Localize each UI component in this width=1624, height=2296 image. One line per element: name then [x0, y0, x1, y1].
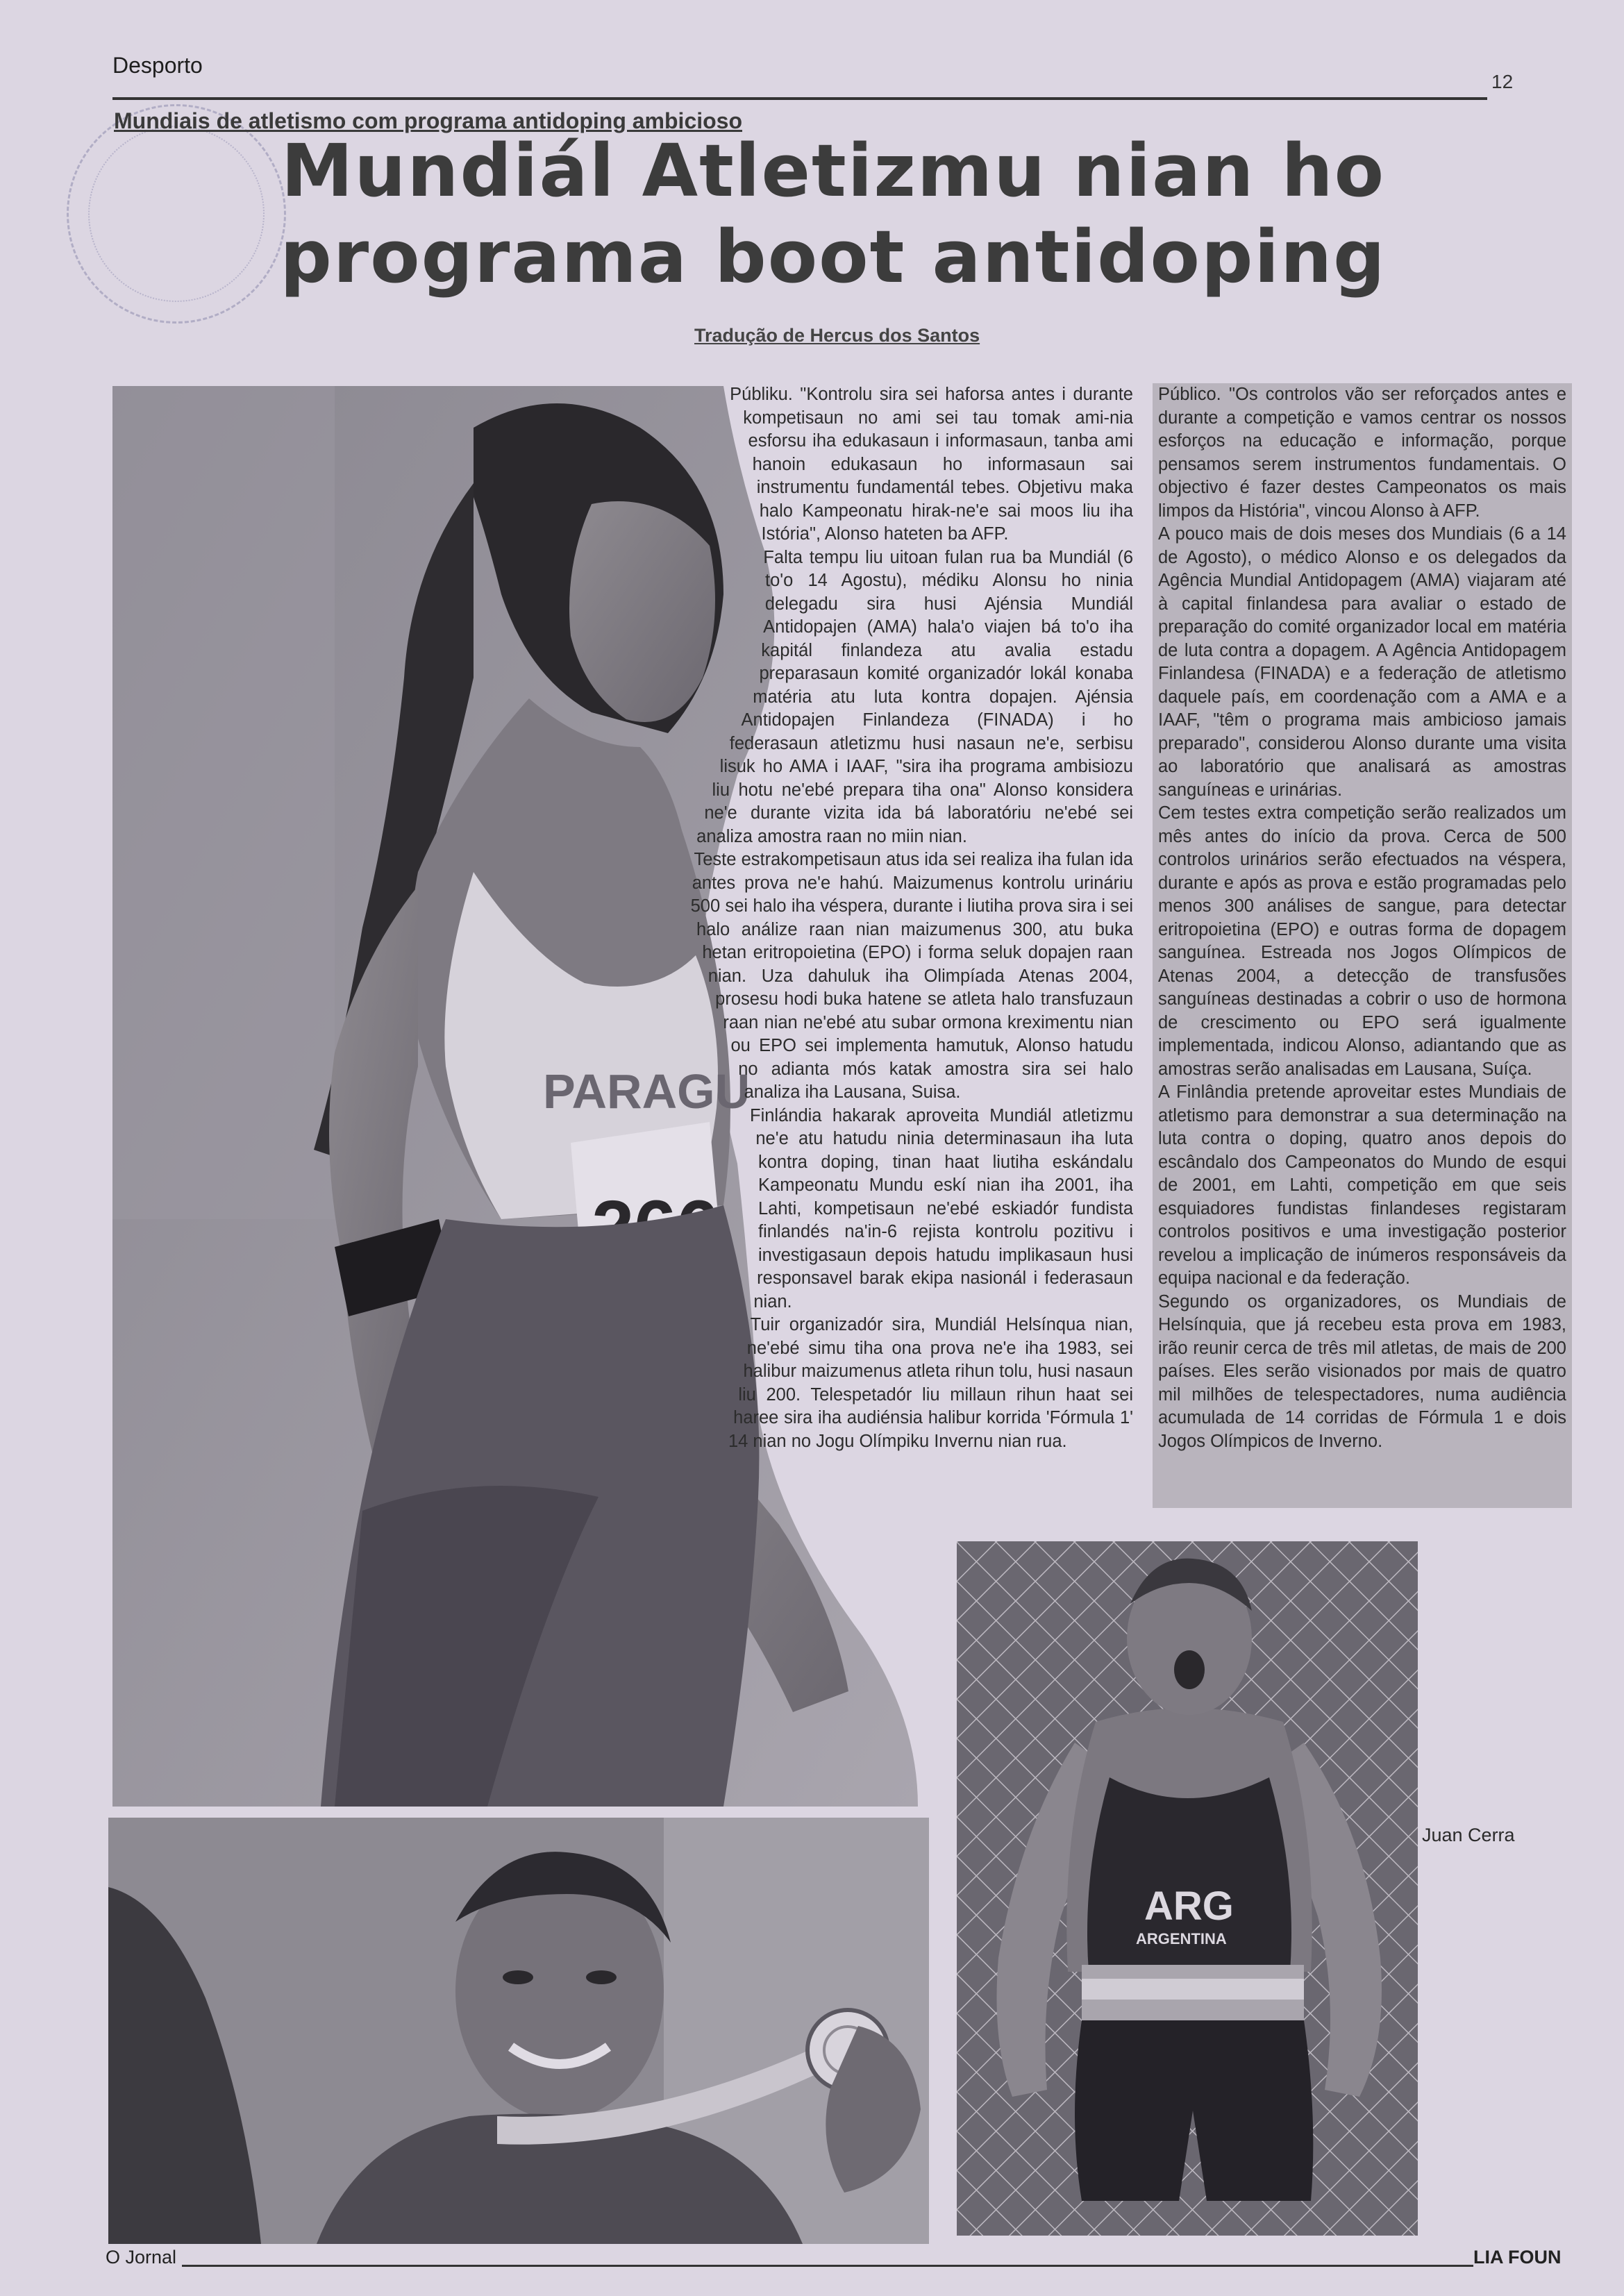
jersey-text: ARG	[1144, 1884, 1234, 1929]
page-number: 12	[1491, 71, 1514, 92]
portuguese-paragraph: A Finlândia pretende aproveitar estes Mundiais de atletismo para demonstrar a sua determinação na luta contra o doping, quatro anos depois do escândalo dos Campeonatos do Mundo de esqui de 2001, em Lahti, competição em que seis esquiadores fundistas finlandeses registaram controlos positivos e uma investigação posterior revelou a implicação de inúmeros responsáveis da equipa nacional e da federação.	[1158, 1082, 1566, 1288]
photo-medalist-image	[108, 1818, 929, 2244]
footer-right-label: LIA FOUN	[1473, 2247, 1562, 2268]
tetum-paragraph: Públiku. "Kontrolu sira sei haforsa antes i durante kompetisaun no ami sei tau tomak ami-nia esforsu iha edukasaun i informasaun, tanba ami hanoin edukasaun ho informasaun sai instrumentu fundamentál tebes. Objetivu maka halo Kampeonatu hirak-ne'e sai moos liu iha Istória", Alonso hateten ba AFP.	[730, 385, 1133, 544]
tetum-paragraph: Tuir organizadór sira, Mundiál Helsínqua nian, ne'ebé simu tiha ona prova ne'e iha 1983, sei halibur maizumenus atleta rihun tolu, husi nasaun liu 200. Telespetadór liu millaun rihun haat sei haree sira iha audiénsia halibur korrida 'Fórmula 1' 14 nian no Jogu Olímpiku Invernu nian rua.	[728, 1315, 1133, 1451]
article-kicker: Mundiais de atletismo com programa antidoping ambicioso	[114, 108, 743, 133]
article-column-tetum	[682, 383, 1133, 1494]
thrower-caption: Juan Cerra	[1422, 1825, 1515, 1845]
header-rule	[112, 97, 1487, 100]
article-column-portuguese	[1153, 383, 1572, 1508]
photo-medalist	[108, 1818, 929, 2244]
bib-team-text: PARAGU	[543, 1064, 751, 1118]
portuguese-paragraph: Público. "Os controlos vão ser reforçados antes e durante a competição e vamos centrar os nossos esforços na educação e informação, porque pensamos serem instrumentos fundamentais. O objectivo é fazer destes Campeonatos os mais limpos da História", vincou Alonso à AFP.	[1158, 385, 1566, 521]
footer-rule	[182, 2265, 1473, 2267]
photo-thrower	[957, 1541, 1418, 2236]
headline-text: Mundiál Atletizmu nian ho programa boot antidoping	[280, 128, 1387, 299]
footer-publication: O Jornal	[106, 2247, 177, 2268]
portuguese-paragraph: A pouco mais de dois meses dos Mundiais (6 a 14 de Agosto), o médico Alonso e os delegados da Agência Mundial Antidopagem (AMA) viajaram até à capital finlandesa para avaliar o estado de preparação do comité organizador local em matéria de luta contra a dopagem. A Agência Antidopagem Finlandesa (FINADA) e a federação de atletismo daquele país, em coordenação com a AMA e a IAAF, "têm o programa mais ambicioso jamais preparado", considerou Alonso durante uma visita ao laboratório que analisará as amostras sanguíneas e urinárias.	[1158, 524, 1566, 800]
jersey-subtext: ARGENTINA	[1136, 1930, 1227, 1947]
photo-thrower-image	[957, 1541, 1418, 2236]
article-byline: Tradução de Hercus dos Santos	[694, 325, 980, 346]
section-label: Desporto	[112, 53, 203, 78]
tetum-paragraph: Finlándia hakarak aproveita Mundiál atletizmu ne'e atu hatudu ninia determinasaun iha luta kontra doping, tinan haat liutiha eskándalu Kampeonatu Mundu eskí nian iha 2001, iha Lahti, kompetisaun ne'ebé eskiadór fundista finlandés na'in-6 rejista kontrolu pozitivu i investigasaun depois hatudu implikasaun husi responsavel barak ekipa nasionál i federasaun nian.	[750, 1105, 1133, 1312]
tetum-paragraph: Falta tempu liu uitoan fulan rua ba Mundiál (6 to'o 14 Agostu), médiku Alonsu ho ninia delegadu sira husi Ajénsia Mundiál Antidopajen (AMA) hala'o viajen bá to'o iha kapitál finlandeza atu avalia estadu preparasaun komité organizadór lokál konaba matéria atu luta kontra dopajen. Ajénsia Antidopajen Finlandeza (FINADA) i ho federasaun atletizmu husi nasaun ne'e, serbisu lisuk ho AMA i IAAF, "sira iha programa ambisiozu liu hotu ne'ebé prepara tiha ona" Alonso konsidera ne'e durante vizita ida bá laboratóriu ne'ebé sei analiza amostra raan no miin nian.	[696, 547, 1133, 846]
portuguese-paragraph: Cem testes extra competição serão realizados um mês antes do início da prova. Cerca de 500 controlos urinários serão efectuados na véspera, durante e após as prova e estão programadas pelo menos 300 análises de sangue, para detectar eritropoietina (EPO) e outras forma de dopagem sanguínea. Estreada nos Jogos Olímpicos de Atenas 2004, a detecção de transfusões sanguíneas destinadas a cobrir o uso de hormona de crescimento ou EPO será igualmente implementada, indicou Alonso, adiantando que as amostras serão analisadas em Lausana, Suíça.	[1158, 803, 1566, 1079]
article-headline	[104, 128, 1562, 300]
portuguese-paragraph: Segundo os organizadores, os Mundiais de Helsínquia, que já recebeu esta prova em 1983, irão reunir cerca de três mil atletas, de mais de 200 países. Eles serão visionados por mais de quatro mil milhões de telespectadores, numa audiência acumulada de 14 corridas de Fórmula 1 e dois Jogos Olímpicos de Inverno.	[1158, 1291, 1566, 1451]
tetum-paragraph: Teste estrakompetisaun atus ida sei realiza iha fulan ida antes prova ne'e hahú. Maizumenus kontrolu urináriu 500 sei halo iha véspera, durante i liutiha prova sira i sei halo análize raan nian maizumenus 300, atu buka hetan eritropoietina (EPO) i forma seluk dopajen raan nian. Uza dahuluk iha Olimpíada Atenas 2004, prosesu hodi buka hatene se atleta halo transfuzaun raan nian ne'ebé atu subar ormona kreximentu nian ou EPO sei implementa hamutuk, Alonso hatudu no adianta mós katak amostra sira sei halo analiza iha Lausana, Suisa.	[690, 850, 1133, 1102]
